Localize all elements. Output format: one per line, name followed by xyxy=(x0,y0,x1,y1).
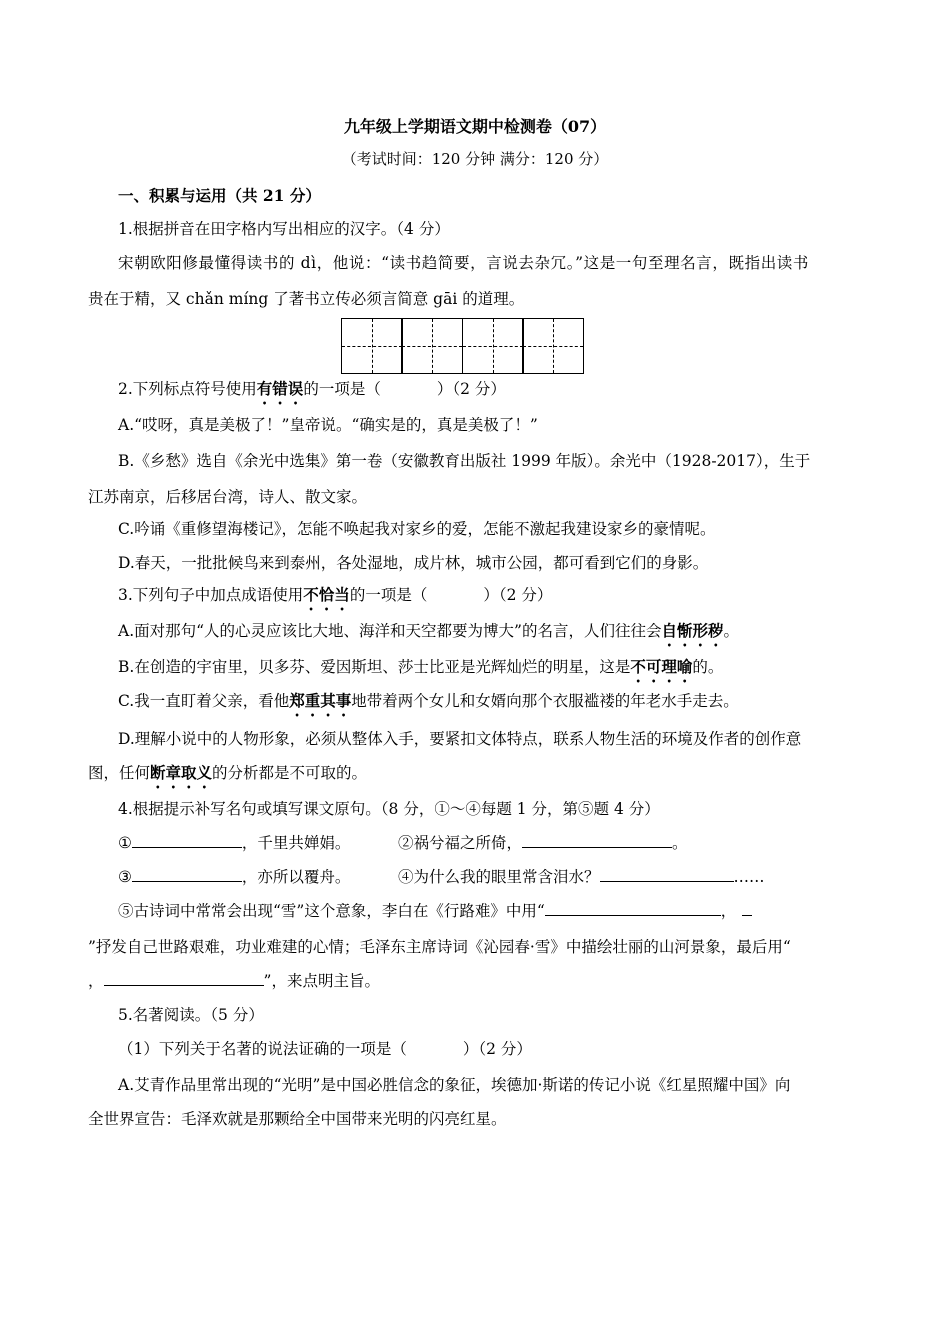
q4-item-4-end: …… xyxy=(733,868,765,886)
q3-option-b xyxy=(118,656,723,686)
exam-subtitle: （考试时间：120 分钟 满分：120 分） xyxy=(341,150,609,168)
grid-cell[interactable] xyxy=(522,318,584,374)
q2-stem-end: ）（2 分） xyxy=(436,380,506,398)
q4-item-5-end: ”，来点明主旨。 xyxy=(263,972,380,990)
q4-item-1-blank[interactable] xyxy=(132,833,242,848)
q3-b-text: B.在创造的宇宙里，贝多芬、爱因斯坦、莎士比亚是光辉灿烂的明星，这是 xyxy=(118,658,631,676)
q5-sub1-end: ）（2 分） xyxy=(462,1040,532,1058)
section-heading: 一、积累与运用（共 21 分） xyxy=(118,186,321,205)
q2-option-a: A.“哎呀，真是美极了！”皇帝说。“确实是的，真是美极了！” xyxy=(118,416,538,434)
q2-stem-emph: 有错误 xyxy=(256,379,304,398)
q2-option-b-line2: 江苏南京，后移居台湾，诗人、散文家。 xyxy=(88,488,368,506)
q3-option-d-line2 xyxy=(88,762,367,792)
q3-stem-end: ）（2 分） xyxy=(483,586,553,604)
q3-option-a xyxy=(118,620,739,650)
q4-item-1 xyxy=(118,832,350,854)
q3-c-end: 地带着两个女儿和女婿向那个衣服褴褛的年老水手走去。 xyxy=(351,692,739,710)
writing-grid xyxy=(342,318,584,374)
q1-text-line1: 宋朝欧阳修最懂得读书的 dì，他说：“读书趋简要，言说去杂冗。”这是一句至理名言，既指出读书 xyxy=(118,254,810,272)
q2-stem-post: 的一项是（ xyxy=(303,380,381,398)
q4-item-5-line2: ”抒发自己世路艰难，功业难建的心情；毛泽东主席诗词《沁园春·雪》中描绘壮丽的山河景象，最后用“ xyxy=(88,938,791,956)
q3-c-text: C.我一直盯着父亲，看他 xyxy=(118,692,290,710)
q1-stem: 1.根据拼音在田字格内写出相应的汉字。（4 分） xyxy=(118,220,450,238)
q3-a-idiom: 自惭形秽 xyxy=(661,621,724,640)
q4-item-1-num: ① xyxy=(118,834,132,852)
q2-stem-pre: 2.下列标点符号使用 xyxy=(118,380,257,398)
q3-b-end: 的。 xyxy=(692,658,724,676)
q3-a-end: 。 xyxy=(723,622,740,640)
q4-stem: 4.根据提示补写名句或填写课文原句。（8 分，①～④每题 1 分，第⑤题 4 分） xyxy=(118,800,660,818)
q4-item-1-text: ，千里共婵娟。 xyxy=(241,834,351,852)
q4-item-4 xyxy=(398,866,765,888)
q3-option-c xyxy=(118,690,739,720)
q3-a-text: A.面对那句“人的心灵应该比大地、海洋和天空都要为博大”的名言，人们往往会 xyxy=(118,622,662,640)
q3-d-text: 图，任何 xyxy=(88,764,151,782)
q3-stem-pre: 3.下列句子中加点成语使用 xyxy=(118,586,304,604)
q3-stem-emph: 不恰当 xyxy=(303,585,350,604)
q4-item-2-text: ②祸兮福之所倚， xyxy=(398,834,523,852)
q2-option-d: D.春天，一批批候鸟来到泰州，各处湿地，成片林，城市公园，都可看到它们的身影。 xyxy=(118,554,709,572)
q2-stem xyxy=(118,378,506,408)
q5-option-a-line1: A.艾青作品里常出现的“光明”是中国必胜信念的象征，埃德加·斯诺的传记小说《红星照耀中国》向 xyxy=(118,1076,791,1094)
q1-text-line2: 贵在于精，又 chǎn míng 了著书立传必须言简意 gāi 的道理。 xyxy=(88,290,525,308)
q4-item-4-text: ④为什么我的眼里常含泪水？ xyxy=(398,868,600,886)
q4-item-2-blank[interactable] xyxy=(522,833,672,848)
q4-item-5-blank-c[interactable] xyxy=(104,971,264,986)
q3-stem-post: 的一项是（ xyxy=(349,586,428,604)
q2-option-c: C.吟诵《重修望海楼记》，怎能不唤起我对家乡的爱，怎能不激起我建设家乡的豪情呢。 xyxy=(118,520,716,538)
q3-stem xyxy=(118,584,552,614)
q4-item-2 xyxy=(398,832,688,854)
q5-sub1 xyxy=(118,1038,532,1060)
q3-c-idiom: 郑重其事 xyxy=(289,691,352,710)
q3-option-d-line1: D.理解小说中的人物形象，必须从整体入手，要紧扣文体特点，联系人物生活的环境及作者的创作意 xyxy=(118,730,802,748)
q4-item-5-blank-b[interactable] xyxy=(742,901,752,916)
exam-title: 九年级上学期语文期中检测卷（07） xyxy=(343,117,607,136)
q4-item-4-blank[interactable] xyxy=(600,867,734,882)
q4-item-5-line1 xyxy=(118,900,752,922)
q5-option-a-line2: 全世界宣告：毛泽欢就是那颗给全中国带来光明的闪亮红星。 xyxy=(88,1110,507,1128)
q2-option-b-line1: B.《乡愁》选自《余光中选集》第一卷（安徽教育出版社 1999 年版）。余光中（1928-2017），生于 xyxy=(118,452,811,470)
q4-item-3-num: ③ xyxy=(118,868,132,886)
grid-cell[interactable] xyxy=(462,318,524,374)
q3-d-end: 的分析都是不可取的。 xyxy=(212,764,368,782)
q4-item-5-blank-a[interactable] xyxy=(545,901,721,916)
q3-d-idiom: 断章取义 xyxy=(150,763,213,782)
q3-b-idiom: 不可理喻 xyxy=(630,657,693,676)
grid-cell[interactable] xyxy=(401,318,463,374)
q4-item-5-line3 xyxy=(88,970,380,992)
q4-item-5-comma2: ， xyxy=(88,972,104,990)
q4-item-3-text: ，亦所以覆舟。 xyxy=(241,868,351,886)
q5-stem: 5.名著阅读。（5 分） xyxy=(118,1006,264,1024)
q4-item-5-text: ⑤古诗词中常常会出现“雪”这个意象，李白在《行路难》中用“ xyxy=(118,902,545,920)
q5-sub1-text: （1）下列关于名著的说法证确的一项是（ xyxy=(118,1040,407,1058)
grid-cell[interactable] xyxy=(341,318,403,374)
q4-item-5-comma: ， xyxy=(720,902,737,920)
q4-item-2-end: 。 xyxy=(672,834,688,852)
q4-item-3-blank[interactable] xyxy=(132,867,242,882)
q4-item-3 xyxy=(118,866,350,888)
